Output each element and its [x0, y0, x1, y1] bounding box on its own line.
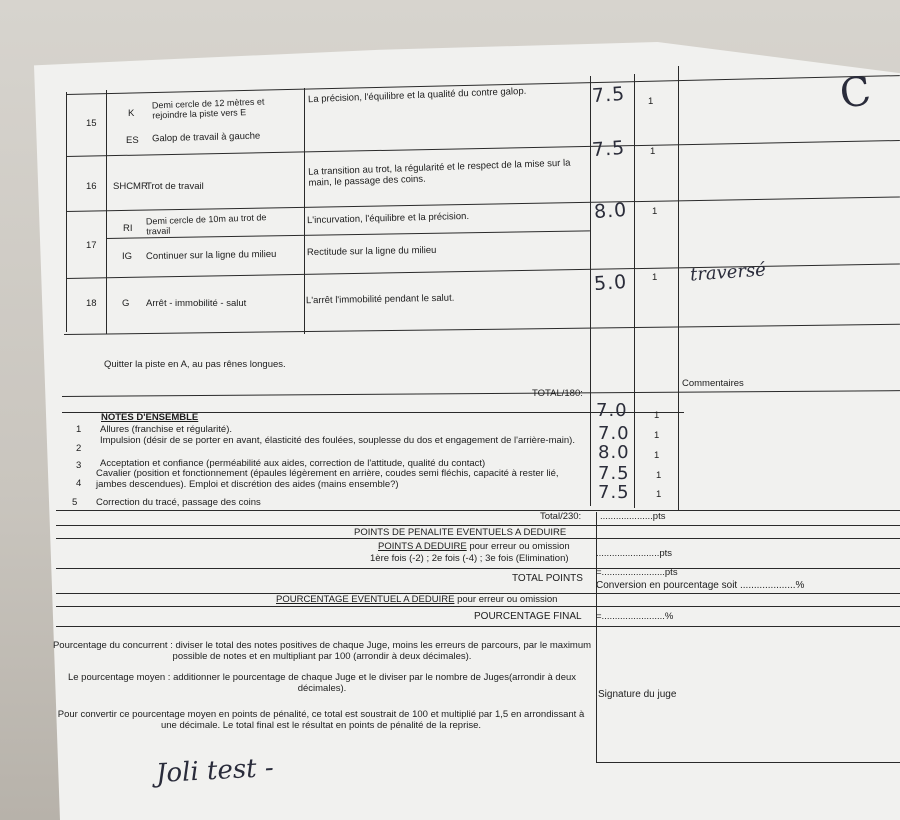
note-score: 7.5 [598, 463, 630, 484]
points-deduct-value: ........................pts [596, 548, 673, 559]
row-number: 16 [86, 181, 97, 192]
note-score: 8.0 [598, 442, 630, 463]
score: 7.5 [591, 82, 626, 108]
coefficient: 1 [652, 272, 658, 283]
total-points-value: =........................pts [596, 567, 678, 578]
coefficient: 1 [652, 206, 658, 217]
note-coefficient: 1 [654, 450, 660, 461]
note-text: Correction du tracé, passage des coins [96, 497, 261, 508]
final-pct-label: POURCENTAGE FINAL [474, 611, 582, 622]
letters: ES [126, 135, 139, 146]
score: 5.0 [593, 270, 628, 296]
letters: RI [123, 223, 133, 234]
score: 7.5 [591, 136, 626, 162]
movement: Arrêt - immobilité - salut [146, 298, 247, 309]
note-score: 7.5 [598, 482, 630, 503]
comments-label: Commentaires [682, 378, 744, 389]
note-coefficient: 1 [656, 470, 662, 481]
note-text: Allures (franchise et régularité). [100, 424, 232, 435]
note-number: 5 [72, 497, 78, 508]
movement: Continuer sur la ligne du milieu [145, 248, 277, 263]
letters: K [128, 108, 135, 119]
penalty-heading: POINTS DE PENALITE EVENTUELS A DEDUIRE [354, 527, 567, 538]
note-number: 2 [76, 443, 82, 454]
instruction-text: Pour convertir ce pourcentage moyen en points de pénalité, ce total est soustrait de 100 et multiplié par 1,5 en arrondissant à une décimale. Le total final est le résultat en points de pénalité de la reprise. [57, 709, 585, 731]
row-number: 15 [86, 118, 97, 129]
note-coefficient: 1 [656, 489, 662, 500]
final-pct-value: =........................% [596, 611, 674, 622]
movement: Galop de travail à gauche [151, 130, 261, 145]
note-number: 3 [76, 460, 82, 471]
points-deduct-label: POINTS A DEDUIRE pour erreur ou omission [378, 541, 570, 552]
criteria: La transition au trot, la régularité et le respect de la mise sur la main, le passage des coins. [307, 157, 571, 189]
note-score: 7.0 [596, 400, 628, 421]
note-score: 7.0 [598, 423, 630, 444]
total-points-label: TOTAL POINTS [512, 573, 583, 584]
note-text: Cavalier (position et fonctionnement (épaules légèrement en arrière, coudes semi fléchis, capacité à rester lié, jambes descendues). Emploi et discrétion des aides (mains ensemble?) [96, 468, 559, 490]
movement: Trot de travail [146, 181, 204, 192]
handwritten-note: Joli test - [155, 752, 275, 790]
instruction-text: Pourcentage du concurrent : diviser le total des notes positives de chaque Juge, moins les erreurs de parcours, par le maximum possible de notes et en multipliant par 100 (arrondir à deux décimales). [52, 640, 592, 662]
note-number: 1 [76, 424, 82, 435]
total-230-label: Total/230: [540, 511, 582, 522]
judge-signature-label: Signature du juge [598, 689, 677, 700]
coefficient: 1 [650, 146, 656, 157]
criteria: L'arrêt l'immobilité pendant le salut. [305, 292, 455, 307]
total-230-value: ....................pts [600, 511, 666, 522]
criteria: L'incurvation, l'équilibre et la précision. [306, 210, 470, 227]
letters: SHCMR [113, 181, 148, 192]
instruction-text: Le pourcentage moyen : additionner le pourcentage de chaque Juge et le diviser par le nombre de Juges(arrondir à deux décimales). [67, 672, 577, 694]
conversion-text: Conversion en pourcentage soit ....................% [596, 580, 805, 591]
letters: G [122, 298, 130, 309]
corner-mark: C [836, 68, 874, 118]
note-coefficient: 1 [654, 430, 660, 441]
note-number: 4 [76, 478, 82, 489]
coefficient: 1 [648, 96, 654, 107]
row-number: 17 [86, 240, 97, 251]
criteria: La précision, l'équilibre et la qualité du contre galop. [307, 85, 527, 106]
row-number: 18 [86, 298, 97, 309]
exit-instruction: Quitter la piste en A, au pas rênes longues. [104, 359, 286, 370]
letters: IG [122, 251, 133, 262]
note-text: Impulsion (désir de se porter en avant, élasticité des foulées, souplesse du dos et engagement de l'arrière-main). [100, 435, 575, 446]
comment-handwritten: traversé [689, 259, 767, 286]
note-coefficient: 1 [654, 410, 660, 421]
score: 8.0 [593, 198, 628, 224]
points-deduct-detail: 1ère fois (-2) ; 2e fois (-4) ; 3e fois (Elimination) [370, 553, 569, 564]
note-text: Acceptation et confiance (perméabilité aux aides, correction de l'attitude, qualité du contact) [100, 458, 486, 469]
movement: Demi cercle de 10m au trot de travail [145, 212, 267, 237]
pct-deduct-label: POURCENTAGE EVENTUEL A DEDUIRE pour erreur ou omission [276, 594, 558, 605]
movement: Demi cercle de 12 mètres et rejoindre la piste vers E [151, 96, 265, 121]
total-180-label: TOTAL/180: [532, 388, 583, 399]
criteria: Rectitude sur la ligne du milieu [306, 244, 437, 259]
notes-heading: NOTES D'ENSEMBLE [101, 412, 199, 423]
